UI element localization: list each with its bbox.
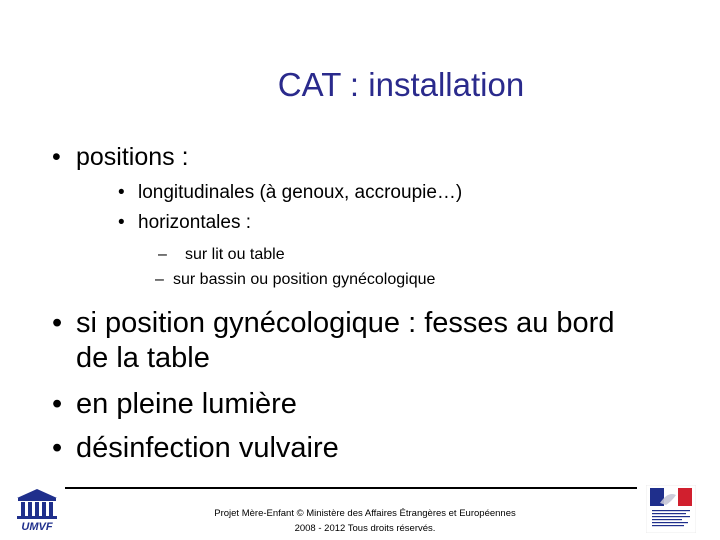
bullet-marker: • xyxy=(52,432,63,464)
bullet-marker: • xyxy=(118,182,125,203)
bullet-positions xyxy=(52,143,189,172)
umvf-logo-text: UMVF xyxy=(21,521,53,532)
sub-bullet-longitudinales xyxy=(118,182,462,204)
bullet-marker: • xyxy=(52,307,63,339)
slide-title-text: CAT : installation xyxy=(277,66,525,103)
footer-line-2: 2008 - 2012 Tous droits réservés. xyxy=(294,523,436,534)
footer-rule xyxy=(65,487,637,489)
bullet-text: de la table xyxy=(76,342,210,374)
footer-line-1: Projet Mère-Enfant © Ministère des Affaires Étrangères et Européennes xyxy=(214,508,516,519)
umvf-building-icon xyxy=(14,486,60,532)
bullet-lumiere xyxy=(52,387,297,422)
bullet-text: sur lit ou table xyxy=(185,246,285,263)
bullet-text: horizontales : xyxy=(138,212,252,233)
sub-sub-bullet-lit xyxy=(155,246,285,264)
slide-title xyxy=(0,66,720,104)
dash-marker: – xyxy=(158,246,167,263)
dash-marker: – xyxy=(155,271,164,288)
ministere-flag-icon xyxy=(646,485,696,533)
umvf-logo xyxy=(14,486,60,532)
bullet-gynecologique xyxy=(52,306,614,341)
bullet-text: désinfection vulvaire xyxy=(76,432,339,464)
bullet-marker: • xyxy=(118,212,125,233)
sub-bullet-horizontales xyxy=(118,212,251,234)
bullet-text: sur bassin ou position gynécologique xyxy=(173,271,436,288)
bullet-marker: • xyxy=(52,143,61,171)
bullet-text: positions : xyxy=(76,143,189,171)
bullet-text: si position gynécologique : fesses au bord xyxy=(76,307,615,339)
bullet-gynecologique-continued xyxy=(76,341,210,376)
footer-text xyxy=(180,506,550,536)
bullet-text: longitudinales (à genoux, accroupie…) xyxy=(138,182,463,203)
bullet-text: en pleine lumière xyxy=(76,388,297,420)
bullet-marker: • xyxy=(52,388,63,420)
bullet-desinfection xyxy=(52,431,339,466)
sub-sub-bullet-bassin xyxy=(155,271,435,289)
ministere-logo xyxy=(646,485,696,533)
